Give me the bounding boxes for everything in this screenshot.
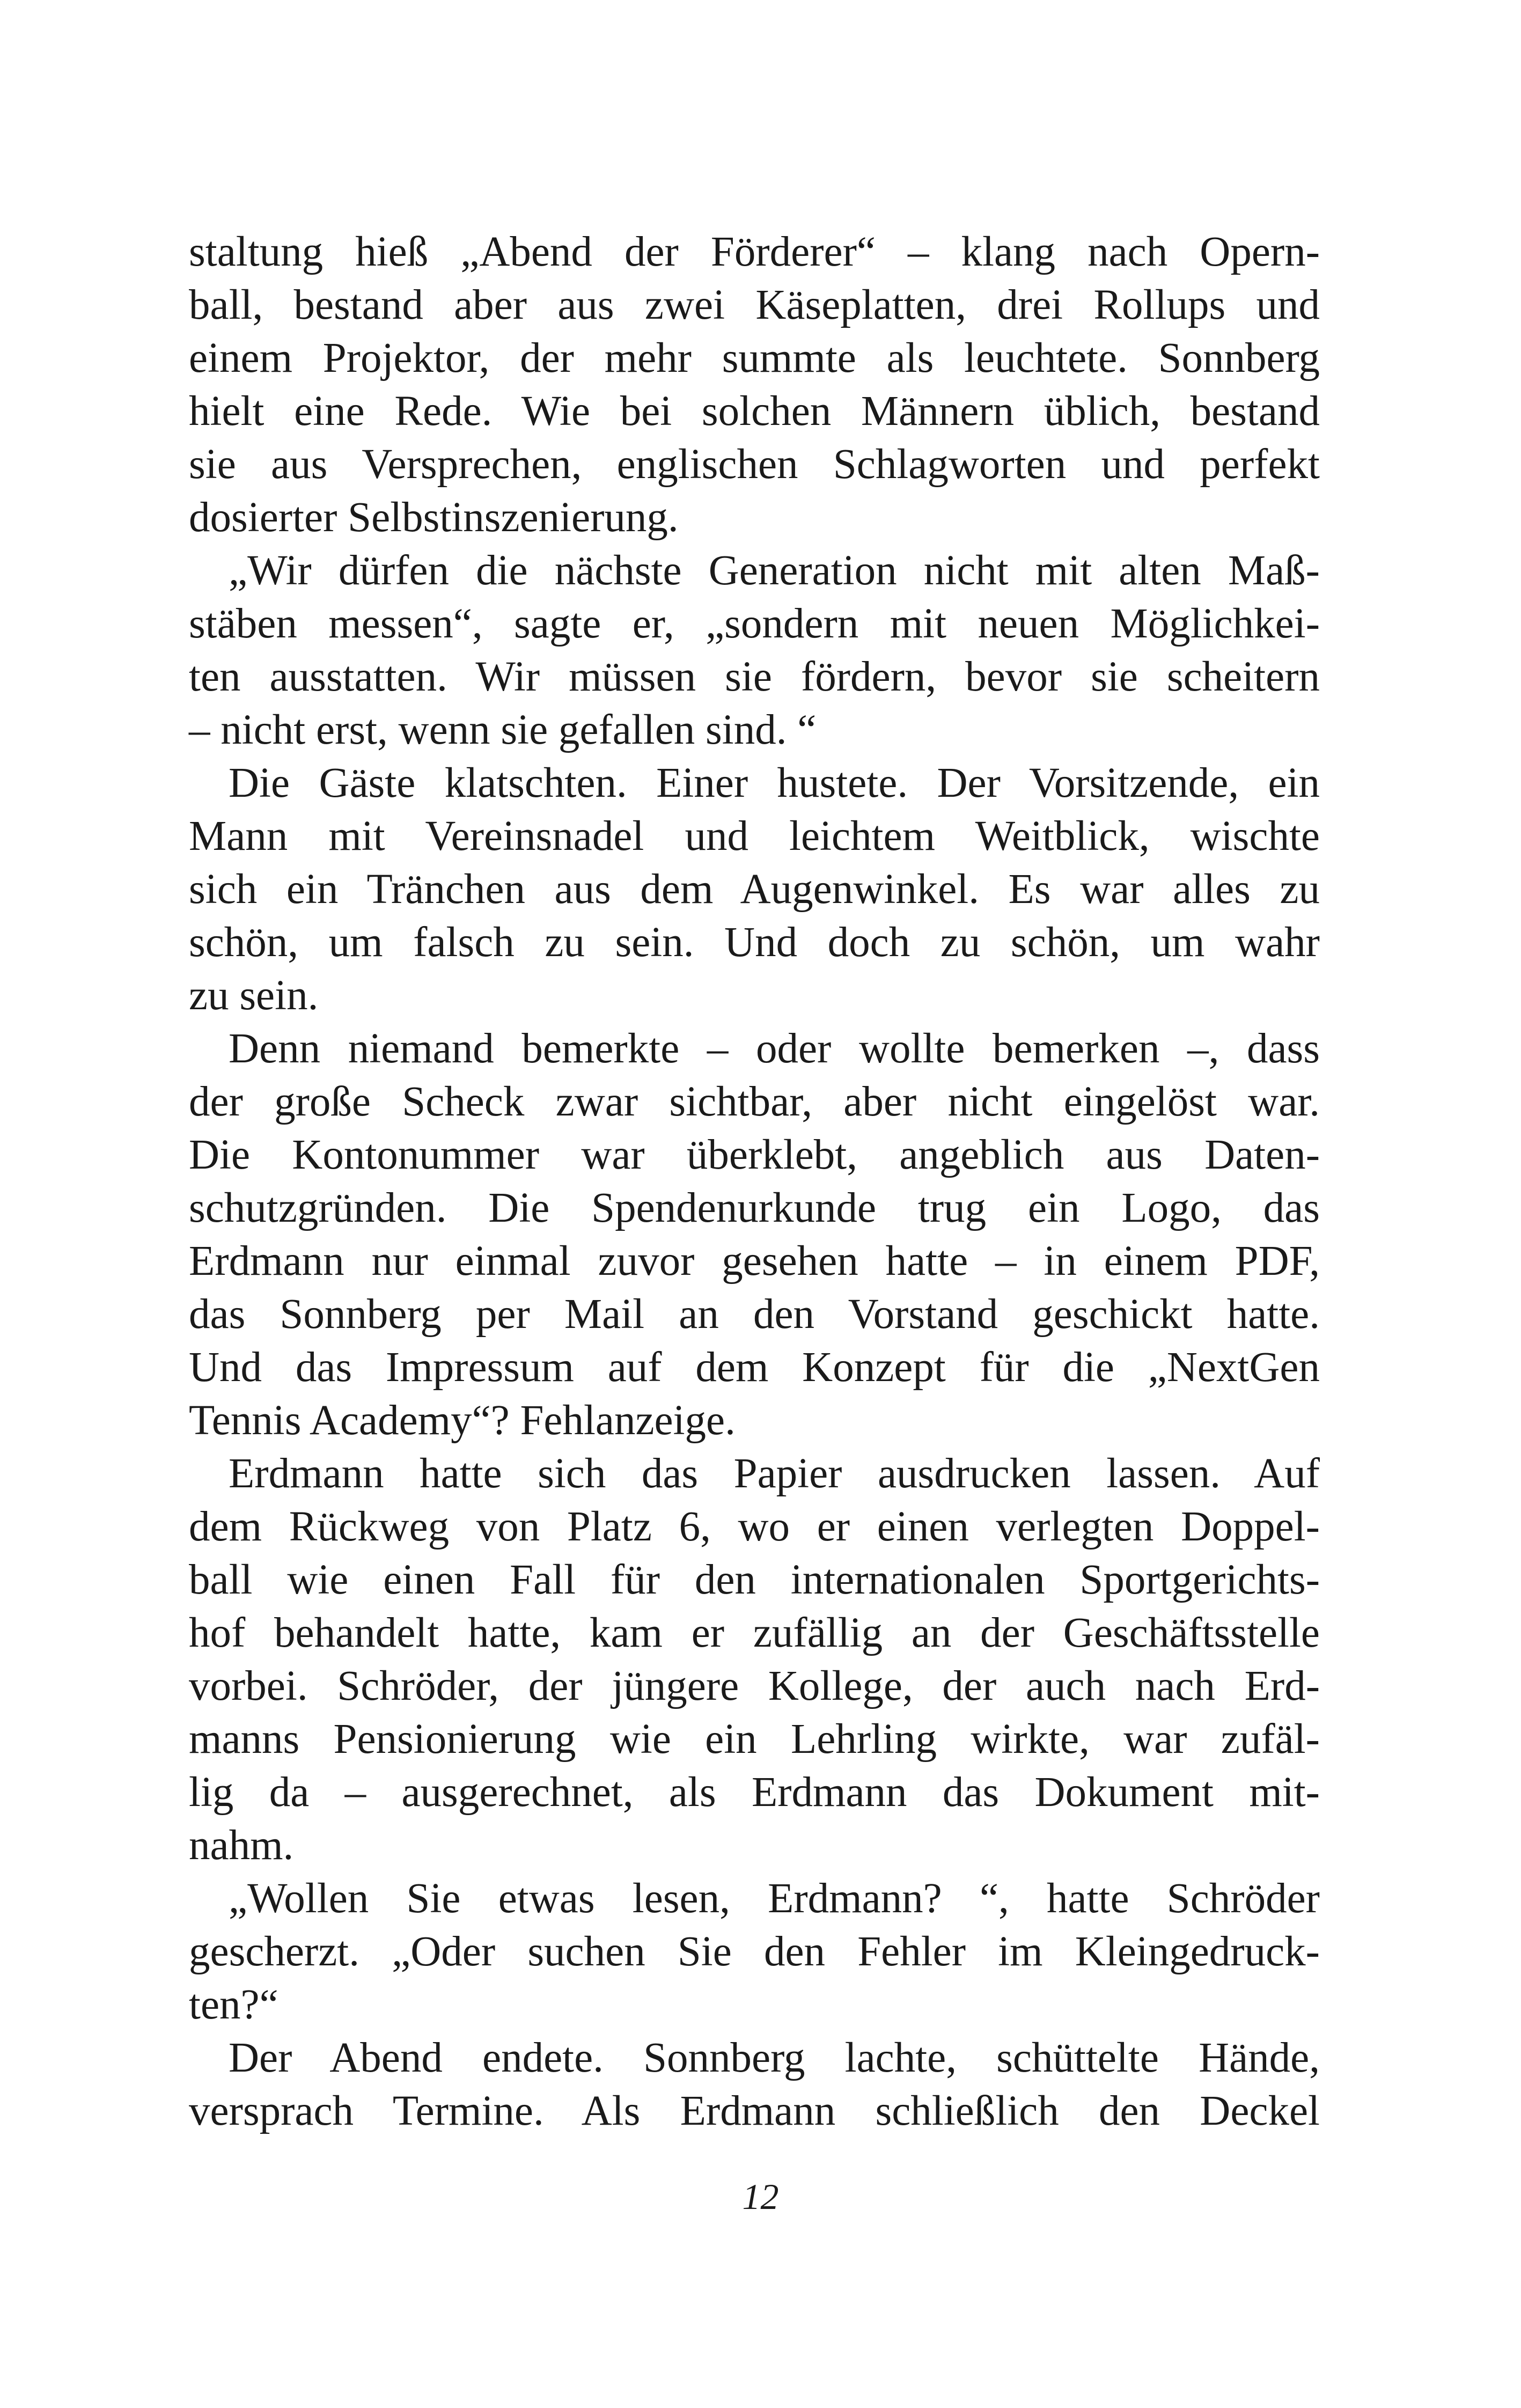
text-line: sich ein Tränchen aus dem Augenwinkel. Es war alles zu <box>189 866 1320 913</box>
text-line: Erdmann nur einmal zuvor gesehen hatte – in einem PDF, <box>189 1238 1320 1284</box>
text-line: ball, bestand aber aus zwei Käseplatten, drei Rollups und <box>189 282 1320 328</box>
text-line: Mann mit Vereinsnadel und leichtem Weitblick, wischte <box>189 813 1320 860</box>
text-line: Die Gäste klatschten. Einer hustete. Der Vorsitzende, ein <box>229 760 1320 806</box>
text-line: nahm. <box>189 1822 294 1869</box>
text-line: staltung hieß „Abend der Förderer“ – klang nach Opern- <box>189 229 1320 275</box>
text-line: einem Projektor, der mehr summte als leuchtete. Sonnberg <box>189 335 1320 381</box>
text-line: lig da – ausgerechnet, als Erdmann das Dokument mit- <box>189 1769 1320 1816</box>
text-line: Denn niemand bemerkte – oder wollte bemerken –, dass <box>229 1025 1320 1072</box>
text-line: ball wie einen Fall für den internationalen Sportgerichts- <box>189 1557 1320 1603</box>
text-line: „Wir dürfen die nächste Generation nicht mit alten Maß- <box>229 547 1320 594</box>
text-line: hielt eine Rede. Wie bei solchen Männern üblich, bestand <box>189 388 1320 435</box>
text-line: vorbei. Schröder, der jüngere Kollege, der auch nach Erd- <box>189 1663 1320 1709</box>
text-line: schön, um falsch zu sein. Und doch zu schön, um wahr <box>189 919 1320 966</box>
text-line: Tennis Academy“? Fehlanzeige. <box>189 1397 736 1444</box>
page-number: 12 <box>742 2176 779 2217</box>
text-line: „Wollen Sie etwas lesen, Erdmann? “, hatte Schröder <box>229 1875 1320 1922</box>
text-line: versprach Termine. Als Erdmann schließlich den Deckel <box>189 2088 1320 2134</box>
text-line: ten ausstatten. Wir müssen sie fördern, bevor sie scheitern <box>189 654 1320 700</box>
text-line: manns Pensionierung wie ein Lehrling wirkte, war zufäl- <box>189 1716 1320 1763</box>
text-line: sie aus Versprechen, englischen Schlagworten und perfekt <box>189 441 1320 488</box>
text-line: dem Rückweg von Platz 6, wo er einen verlegten Doppel- <box>189 1503 1320 1550</box>
text-line: das Sonnberg per Mail an den Vorstand geschickt hatte. <box>189 1291 1320 1338</box>
text-line: schutzgründen. Die Spendenurkunde trug ein Logo, das <box>189 1185 1320 1231</box>
text-line: dosierter Selbstinszenierung. <box>189 494 679 541</box>
text-line: zu sein. <box>189 972 319 1019</box>
text-line: hof behandelt hatte, kam er zufällig an der Geschäftsstelle <box>189 1610 1320 1656</box>
body-text <box>189 225 1320 2138</box>
text-line: stäben messen“, sagte er, „sondern mit neuen Möglichkei- <box>189 600 1320 647</box>
text-line: Und das Impressum auf dem Konzept für die „NextGen <box>189 1344 1320 1391</box>
text-line: gescherzt. „Oder suchen Sie den Fehler im Kleingedruck- <box>189 1928 1320 1975</box>
text-line: Der Abend endete. Sonnberg lachte, schüttelte Hände, <box>229 2035 1320 2081</box>
text-line: Die Kontonummer war überklebt, angeblich aus Daten- <box>189 1132 1320 1178</box>
text-line: – nicht erst, wenn sie gefallen sind. “ <box>189 707 817 753</box>
text-line: ten?“ <box>189 1981 278 2028</box>
text-line: der große Scheck zwar sichtbar, aber nicht eingelöst war. <box>189 1078 1320 1125</box>
text-line: Erdmann hatte sich das Papier ausdrucken lassen. Auf <box>229 1450 1320 1497</box>
